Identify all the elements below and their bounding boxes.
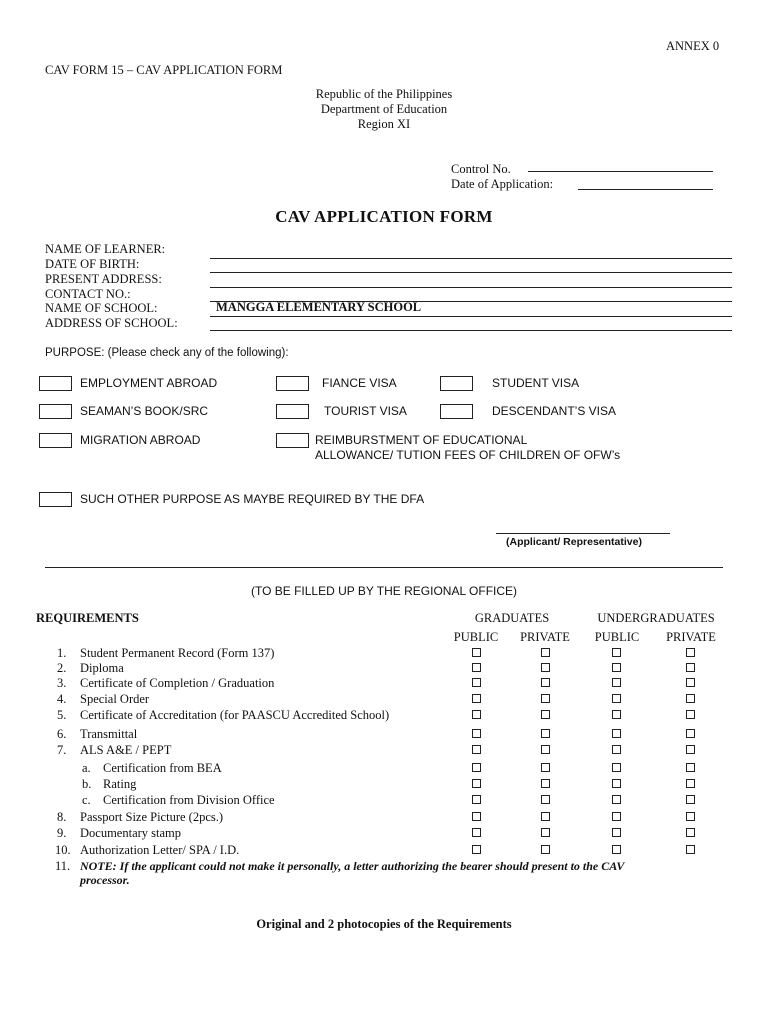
checkbox-employment-abroad[interactable] [39,376,72,391]
checkbox-grad-private[interactable] [541,729,550,738]
checkbox-undergrad-private[interactable] [686,795,695,804]
date-of-application-label: Date of Application: [451,177,554,191]
checkbox-grad-public[interactable] [472,729,481,738]
checkbox-undergrad-private[interactable] [686,745,695,754]
note-line-2: processor. [80,873,130,887]
checkbox-student-visa[interactable] [440,376,473,391]
undergraduates-private-header: PRIVATE [666,630,716,644]
checkbox-undergrad-private[interactable] [686,678,695,687]
checkbox-grad-private[interactable] [541,763,550,772]
checkbox-grad-private[interactable] [541,678,550,687]
checkbox-grad-public[interactable] [472,828,481,837]
checkbox-undergrad-public[interactable] [612,694,621,703]
note-number: 11. [55,859,71,873]
purpose-employment-abroad: EMPLOYMENT ABROAD [80,376,218,390]
control-no-field[interactable] [528,171,713,172]
checkbox-tourist-visa[interactable] [276,404,309,419]
checkbox-grad-public[interactable] [472,663,481,672]
checkbox-undergrad-private[interactable] [686,779,695,788]
note-line-1: NOTE: If the applicant could not make it personally, a letter authorizing the bearer should present to the CAV [80,859,625,873]
agency-line-3: Region XI [357,117,411,131]
checkbox-grad-private[interactable] [541,710,550,719]
undergraduates-header: UNDERGRADUATES [597,611,715,625]
requirement-text: Special Order [80,692,150,706]
checkbox-undergrad-public[interactable] [612,763,621,772]
agency-line-2: Department of Education [320,102,448,116]
graduates-public-header: PUBLIC [453,630,499,644]
form-code: CAV FORM 15 – CAV APPLICATION FORM [45,63,283,77]
school-address-field[interactable] [210,330,732,331]
checkbox-undergrad-private[interactable] [686,828,695,837]
purpose-descendants-visa: DESCENDANT’S VISA [492,404,617,418]
requirement-number: 5. [57,708,67,722]
checkbox-grad-private[interactable] [541,828,550,837]
section-divider [45,567,723,568]
purpose-reimbursement-line-1: REIMBURSTMENT OF EDUCATIONAL [315,433,528,447]
page-title: CAV APPLICATION FORM [275,207,493,226]
requirement-number: 1. [57,646,67,660]
requirement-text: ALS A&E / PEPT [80,743,172,757]
checkbox-grad-private[interactable] [541,845,550,854]
purpose-seamans-book: SEAMAN’S BOOK/SRC [80,404,209,418]
learner-name-field[interactable] [210,258,732,259]
checkbox-undergrad-public[interactable] [612,648,621,657]
purpose-reimbursement-line-2: ALLOWANCE/ TUTION FEES OF CHILDREN OF OFW’s [315,448,621,462]
school-name-value: MANGGA ELEMENTARY SCHOOL [216,300,422,314]
checkbox-undergrad-public[interactable] [612,729,621,738]
requirement-text: Rating [103,777,137,791]
field-label-present-address: PRESENT ADDRESS: [45,272,162,286]
requirement-text: Documentary stamp [80,826,182,840]
checkbox-grad-private[interactable] [541,663,550,672]
checkbox-reimbursement[interactable] [276,433,309,448]
requirement-number: 3. [57,676,67,690]
checkbox-migration-abroad[interactable] [39,433,72,448]
checkbox-undergrad-public[interactable] [612,745,621,754]
requirement-number: 4. [57,692,67,706]
field-label-school-name: NAME OF SCHOOL: [45,301,158,315]
checkbox-grad-private[interactable] [541,694,550,703]
checkbox-undergrad-public[interactable] [612,663,621,672]
footer-note: Original and 2 photocopies of the Requirements [256,917,512,931]
requirement-number: a. [82,761,91,775]
purpose-migration-abroad: MIGRATION ABROAD [80,433,201,447]
checkbox-undergrad-public[interactable] [612,845,621,854]
checkbox-grad-public[interactable] [472,779,481,788]
checkbox-grad-private[interactable] [541,745,550,754]
checkbox-undergrad-public[interactable] [612,828,621,837]
agency-line-1: Republic of the Philippines [315,87,453,101]
field-label-contact-no: CONTACT NO.: [45,287,131,301]
requirement-number: 8. [57,810,67,824]
graduates-header: GRADUATES [474,611,550,625]
checkbox-undergrad-private[interactable] [686,845,695,854]
undergraduates-public-header: PUBLIC [594,630,640,644]
purpose-tourist-visa: TOURIST VISA [324,404,407,418]
purpose-fiance-visa: FIANCE VISA [322,376,397,390]
annex-label: ANNEX 0 [666,39,720,53]
requirement-text: Diploma [80,661,124,675]
checkbox-undergrad-public[interactable] [612,678,621,687]
checkbox-grad-private[interactable] [541,779,550,788]
checkbox-other-purpose[interactable] [39,492,72,507]
requirements-heading: REQUIREMENTS [36,611,139,625]
checkbox-undergrad-private[interactable] [686,763,695,772]
checkbox-grad-private[interactable] [541,795,550,804]
requirement-text: Passport Size Picture (2pcs.) [80,810,224,824]
purpose-heading: PURPOSE: (Please check any of the following): [45,347,289,359]
checkbox-grad-public[interactable] [472,694,481,703]
checkbox-undergrad-private[interactable] [686,812,695,821]
requirement-text: Certificate of Accreditation (for PAASCU Accredited School) [80,708,390,722]
checkbox-undergrad-private[interactable] [686,694,695,703]
signature-caption: (Applicant/ Representative) [506,536,642,548]
checkbox-fiance-visa[interactable] [276,376,309,391]
field-label-school-address: ADDRESS OF SCHOOL: [45,316,178,330]
requirement-number: b. [82,777,92,791]
checkbox-undergrad-private[interactable] [686,710,695,719]
checkbox-undergrad-private[interactable] [686,663,695,672]
signature-line[interactable] [496,533,670,534]
requirement-text: Transmittal [80,727,138,741]
school-name-field[interactable] [210,316,732,317]
checkbox-undergrad-public[interactable] [612,779,621,788]
checkbox-undergrad-public[interactable] [612,812,621,821]
requirement-text: Student Permanent Record (Form 137) [80,646,275,660]
checkbox-seamans-book[interactable] [39,404,72,419]
checkbox-grad-private[interactable] [541,812,550,821]
checkbox-grad-public[interactable] [472,812,481,821]
checkbox-undergrad-private[interactable] [686,648,695,657]
field-label-date-of-birth: DATE OF BIRTH: [45,257,140,271]
requirement-text: Authorization Letter/ SPA / I.D. [80,843,240,857]
checkbox-grad-public[interactable] [472,678,481,687]
checkbox-grad-public[interactable] [472,745,481,754]
purpose-other: SUCH OTHER PURPOSE AS MAYBE REQUIRED BY THE DFA [80,492,425,506]
requirement-text: Certification from BEA [103,761,222,775]
requirement-number: c. [82,793,91,807]
requirement-text: Certificate of Completion / Graduation [80,676,275,690]
graduates-private-header: PRIVATE [520,630,570,644]
requirement-text: Certification from Division Office [103,793,275,807]
field-label-learner-name: NAME OF LEARNER: [45,242,166,256]
date-of-birth-field[interactable] [210,272,732,273]
present-address-field[interactable] [210,287,732,288]
checkbox-descendants-visa[interactable] [440,404,473,419]
checkbox-grad-public[interactable] [472,710,481,719]
requirement-number: 2. [57,661,67,675]
requirement-number: 7. [57,743,67,757]
requirement-number: 6. [57,727,67,741]
checkbox-grad-public[interactable] [472,845,481,854]
regional-office-note: (TO BE FILLED UP BY THE REGIONAL OFFICE) [250,584,518,598]
checkbox-grad-private[interactable] [541,648,550,657]
checkbox-grad-public[interactable] [472,648,481,657]
checkbox-undergrad-private[interactable] [686,729,695,738]
checkbox-undergrad-public[interactable] [612,795,621,804]
date-of-application-field[interactable] [578,189,713,190]
requirement-number: 9. [57,826,67,840]
requirement-number: 10. [55,843,71,857]
checkbox-undergrad-public[interactable] [612,710,621,719]
checkbox-grad-public[interactable] [472,763,481,772]
purpose-student-visa: STUDENT VISA [492,376,580,390]
checkbox-grad-public[interactable] [472,795,481,804]
control-no-label: Control No. [451,162,511,176]
